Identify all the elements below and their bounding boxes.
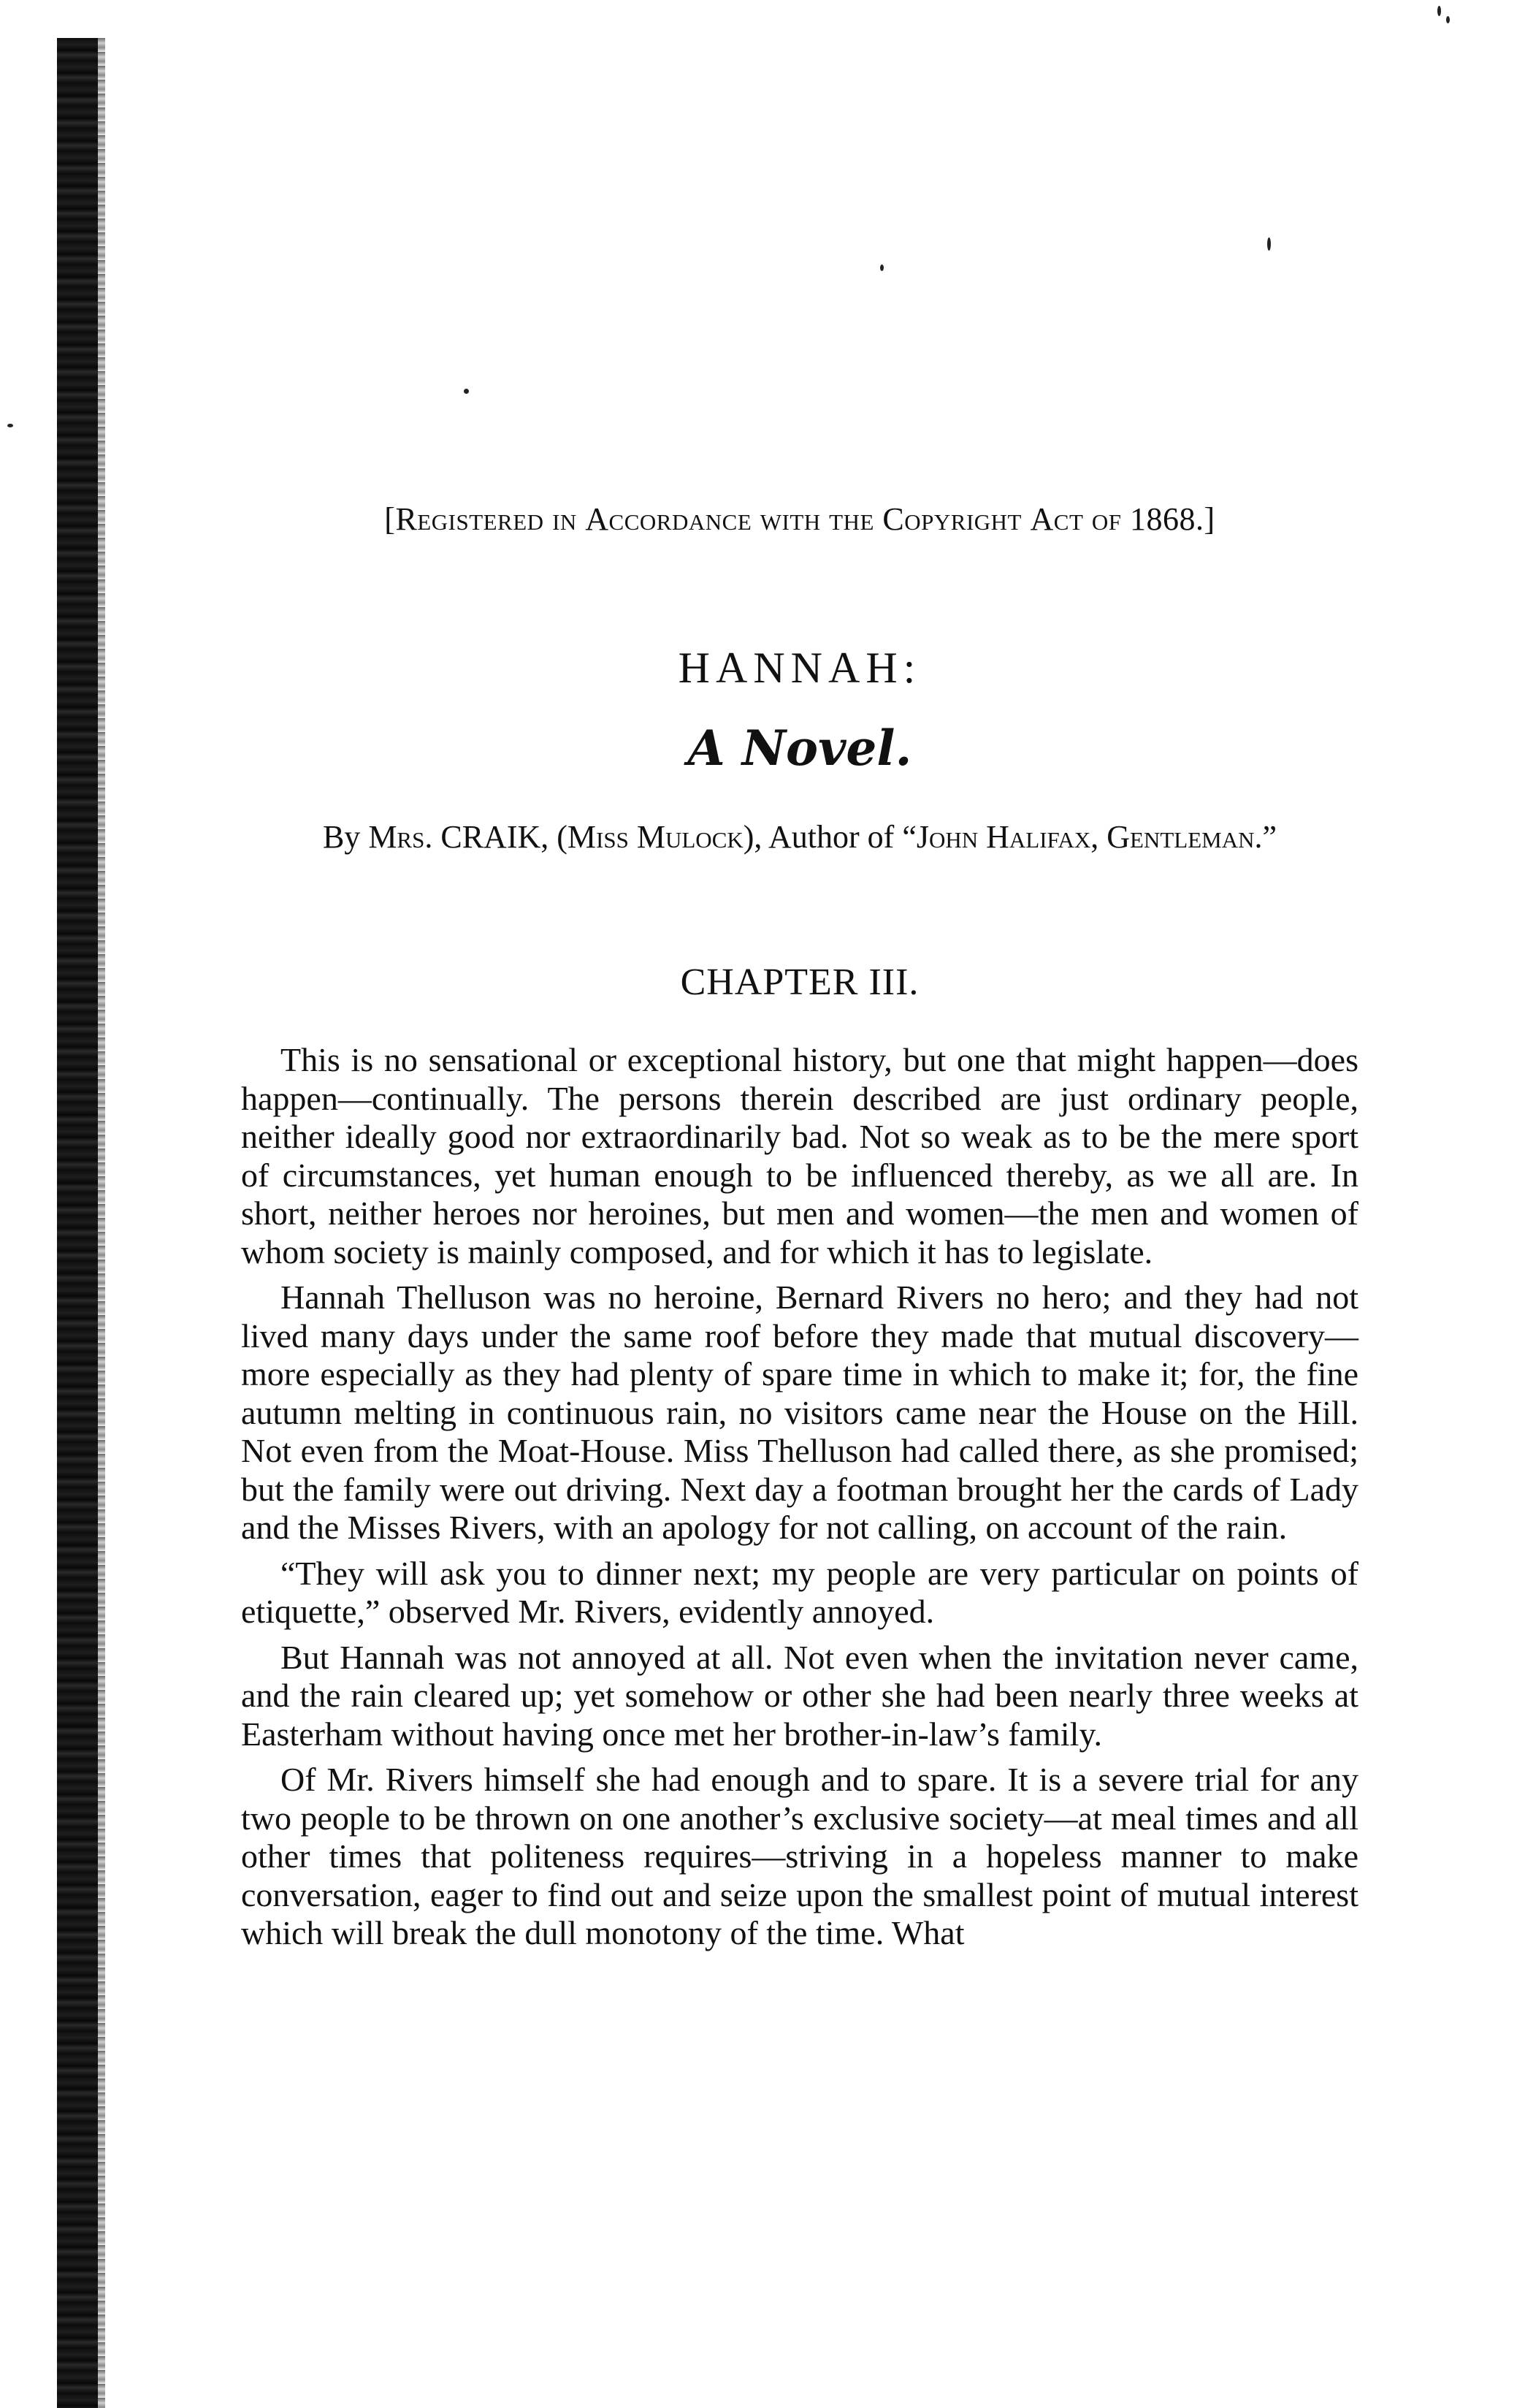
byline-by: By bbox=[322, 819, 361, 855]
copyright-year: 1868 bbox=[1130, 501, 1196, 537]
paragraph: But Hannah was not annoyed at all. Not even when the invitation never came, and the rain cleared up; yet somehow or other she had been nearly three weeks at Easterham without having once met her brother-in-law’s family. bbox=[241, 1638, 1358, 1753]
quote-open: “ bbox=[902, 819, 917, 855]
paragraph: “They will ask you to dinner next; my people are very particular on points of etiquette,” observed Mr. Rivers, evidently annoyed. bbox=[241, 1554, 1358, 1630]
binding-edge bbox=[57, 38, 98, 2408]
paren-close: ), bbox=[743, 819, 762, 855]
byline-work-title: John Halifax, Gentleman bbox=[916, 819, 1255, 855]
paragraph: Hannah Thelluson was no heroine, Bernard Rivers no hero; and they had not lived many days under the same roof before they made that mutual discovery—more especially as they had plenty of spare time in which to make it; for, the fine autumn melting in continuous rain, no visitors came near the House on the Hill. Not even from the Moat-House. Miss Thelluson had called there, as she promised; but the family were out driving. Next day a footman brought her the cards of Lady and the Misses Rivers, with an apology for not calling, on account of the rain. bbox=[241, 1279, 1358, 1546]
byline-maiden-name: Mulock bbox=[636, 819, 744, 855]
paragraph: This is no sensational or exceptional history, but one that might happen—does happen—continually. The persons therein described are just ordinary people, neither ideally good nor extraordinarily bad. Not so weak as to be the mere sport of circumstances, yet human enough to be influenced thereby, as we all are. In short, neither heroes nor heroines, but men and women—the men and women of whom society is mainly composed, and for which it has to legislate. bbox=[241, 1041, 1358, 1270]
with-word: with bbox=[760, 501, 821, 537]
chapter-body bbox=[241, 1041, 1358, 1960]
quote-close: .” bbox=[1254, 819, 1277, 855]
of-word: of bbox=[1091, 501, 1122, 537]
the-word: the bbox=[829, 501, 874, 537]
copyright-word: Copyright bbox=[882, 501, 1022, 537]
author-byline: By Mrs. CRAIK, (Miss Mulock), Author of “John Halifax, Gentleman.” bbox=[322, 819, 1277, 855]
book-page bbox=[241, 0, 1358, 2408]
author-surname: CRAIK, bbox=[440, 819, 549, 855]
bracket-open: [ bbox=[384, 501, 396, 537]
ink-speck bbox=[1437, 6, 1441, 16]
bracket-close: .] bbox=[1196, 501, 1215, 537]
byline-mrs: Mrs bbox=[368, 819, 425, 855]
registered-word: Registered bbox=[395, 501, 544, 537]
in-word: in bbox=[552, 501, 577, 537]
book-subtitle: A Novel. bbox=[687, 720, 912, 777]
byline-miss: Miss bbox=[567, 819, 629, 855]
ink-speck bbox=[7, 424, 13, 427]
binding-shadow bbox=[98, 38, 105, 2408]
ink-speck bbox=[1446, 16, 1450, 23]
paren-open: ( bbox=[557, 819, 567, 855]
paragraph: Of Mr. Rivers himself she had enough and to spare. It is a severe trial for any two people to be thrown on one another’s exclusive society—at meal times and all other times that politeness requires—striving in a hopeless manner to make conversation, eager to find out and seize upon the smallest point of mutual interest which will break the dull monotony of the time. What bbox=[241, 1761, 1358, 1951]
accordance-word: Accordance bbox=[585, 501, 752, 537]
chapter-heading: CHAPTER III. bbox=[680, 961, 920, 1003]
book-title: HANNAH: bbox=[678, 644, 922, 692]
act-word: Act bbox=[1030, 501, 1084, 537]
copyright-notice bbox=[241, 500, 1358, 538]
byline-author-of: Author of bbox=[768, 819, 895, 855]
